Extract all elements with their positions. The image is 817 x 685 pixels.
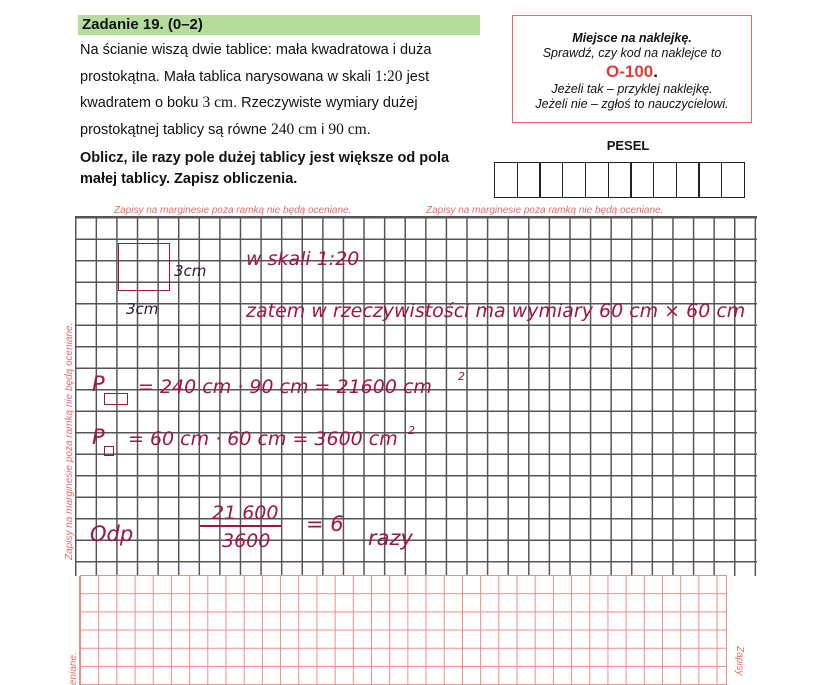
task-line-3 [80,90,480,117]
sticker-title: Miejsce na naklejkę. [572,31,692,45]
pesel-digit-box[interactable] [539,162,563,198]
hw-fraction-denominator: 3600 [222,530,271,552]
task-text-segment: prostokątnej tablicy są równe [80,121,272,138]
hw-area-big-symbol: P [92,372,105,396]
hw-answer-label: Odp [90,522,134,546]
sticker-yes-text: Jeżeli tak – przyklej naklejkę. [551,82,713,96]
drawn-square [118,243,170,291]
hw-result: = 6 [306,512,344,536]
hw-scale: w skali 1:20 [246,248,360,270]
task-line-2 [80,64,480,91]
task-text-segment: jest [402,68,430,85]
task-line-4 [80,117,480,144]
hw-exponent-2: 2 [408,424,415,437]
sticker-box [512,15,752,123]
hw-square-subscript [104,446,114,456]
sticker-code [513,61,751,82]
task-math-height: 90 cm [328,120,367,138]
sticker-check-text: Sprawdź, czy kod na naklejce to [542,46,722,60]
task-text-segment: Na ścianie wiszą dwie tablice: mała kwadratowa i duża [80,42,432,58]
hw-fraction-bar [200,525,282,527]
task-title: Zadanie 19. (0–2) [82,16,203,33]
margin-note-top-right: Zapisy na marginesie poza ramką nie będą oceniane. [426,205,664,216]
hw-unit: razy [368,526,413,550]
task-text-segment: prostokątna. Mała tablica narysowana w skali [80,68,375,85]
hw-exponent-1: 2 [458,370,465,383]
task-header [78,15,480,35]
pesel-digit-box[interactable] [721,162,745,198]
task-text-segment: i [317,121,329,138]
task-math-side: 3 cm [202,94,234,111]
task-math-width: 240 cm [271,120,318,138]
hw-area-small-symbol: P [92,425,105,449]
instruction-line-1: Oblicz, ile razy pole dużej tablicy jest większe od pola [80,150,450,166]
task-line-1 [80,38,480,64]
instruction-line-2: małej tablicy. Zapisz obliczenia. [80,171,298,187]
pesel-digit-box[interactable] [676,162,700,198]
pesel-label: PESEL [606,138,650,153]
hw-fraction-numerator: 21 600 [212,502,279,524]
pesel-digit-box[interactable] [517,162,541,198]
task-text-segment: . [366,121,371,138]
task-math-scale: 1:20 [374,67,403,85]
pesel-boxes [494,162,744,198]
sticker-code-dot: . [653,62,658,81]
hw-side-3cm: 3cm [174,262,207,280]
answer-grid-empty [80,575,727,685]
hw-rectangle-subscript [104,393,128,405]
margin-note-top-left: Zapisy na marginesie poza ramką nie będą oceniane. [114,205,352,216]
task-text [80,38,480,143]
pesel-digit-box[interactable] [585,162,609,198]
pesel-digit-box[interactable] [562,162,586,198]
sticker-no-text: Jeżeli nie – zgłoś to nauczycielowi. [535,97,729,111]
pesel-digit-box[interactable] [494,162,518,198]
pesel-digit-box[interactable] [630,162,654,198]
margin-note-bottom-left: eniane. [68,652,79,685]
pesel-digit-box[interactable] [698,162,722,198]
pesel-digit-box[interactable] [653,162,677,198]
hw-bottom-3cm: 3cm [126,300,159,318]
hw-real-dimensions: zatem w rzeczywistości ma wymiary 60 cm × 60 cm [246,300,746,322]
margin-note-bottom-right: Zapisy [734,646,745,676]
task-text-segment: kwadratem o boku [80,95,203,111]
hw-area-big: = 240 cm · 90 cm = 21600 cm [138,376,432,398]
margin-note-left-side: Zapisy na marginesie poza ramką nie będą oceniane. [64,322,75,560]
task-instruction [80,148,500,190]
sticker-code-value: O-100 [606,62,654,81]
pesel-digit-box[interactable] [608,162,632,198]
task-text-segment: . Rzeczywiste wymiary dużej [233,95,418,111]
hw-area-small: = 60 cm · 60 cm = 3600 cm [128,428,398,450]
